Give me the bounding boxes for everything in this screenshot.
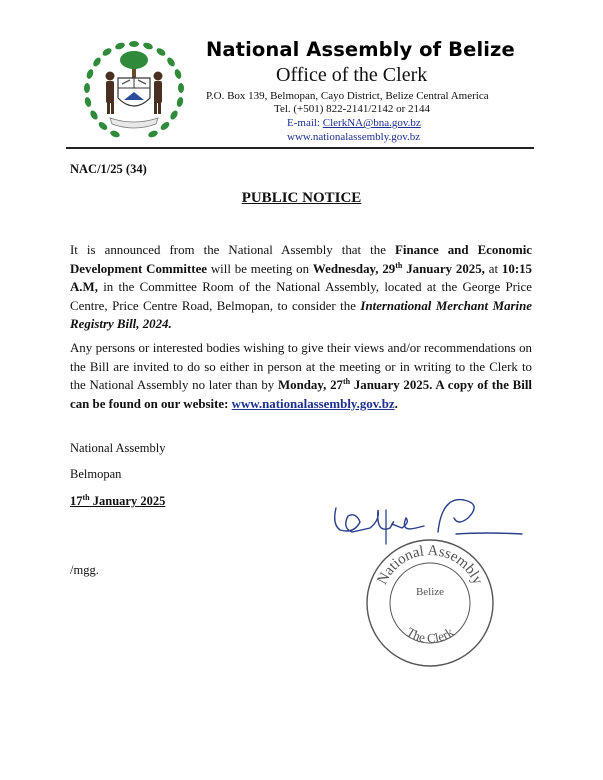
signoff-location: Belmopan (70, 467, 122, 481)
invitation-paragraph: Any persons or interested bodies wishing to give their views and/or recommendations on the Bill are invited to do so either in person at the meeting or in writing to the Clerk to the National Assembly no later than by Monday, 27th January 2025. A copy of the Bill can be found on our website: www.nationalassembly.gov.bz. (70, 341, 532, 411)
organization-name: National Assembly of Belize (206, 38, 515, 61)
bill-website-link[interactable]: www.nationalassembly.gov.bz (231, 396, 395, 411)
office-name: Office of the Clerk (276, 64, 428, 86)
email-link[interactable]: ClerkNA@bna.gov.bz (322, 117, 421, 129)
postal-address: P.O. Box 139, Belmopan, Cayo District, Belize Central America (206, 90, 489, 102)
belize-coat-of-arms-icon (80, 36, 188, 144)
notice-date: 17th January 2025 (70, 493, 166, 508)
deadline-date: Monday, 27th January 2025. (277, 377, 433, 392)
stamp-top-text: National Assembly (374, 542, 486, 588)
bill-name: International Merchant Marine Registry Bill, 2024. (70, 298, 533, 331)
typist-initials: /mgg. (70, 563, 99, 577)
telephone-numbers: Tel. (+501) 822-2141/2142 or 2144 (274, 103, 431, 115)
notice-title: PUBLIC NOTICE (241, 190, 362, 206)
announcement-paragraph: It is announced from the National Assembly that the Finance and Economic Development Committee will be meeting on Wednesday, 29th January 2025, at 10:15 A.M, in the Committee Room of the National Assembly, located at the George Price Centre, Price Centre Road, Belmopan, to consider the International Merchant Marine Registry Bill, 2024. (70, 243, 533, 331)
header-website-link[interactable]: www.nationalassembly.gov.bz (287, 131, 421, 143)
meeting-day: Wednesday, 29th January 2025, (312, 260, 485, 276)
stamp-bottom-text: The Clerk (403, 624, 457, 646)
email-label: E-mail: (287, 117, 323, 129)
meeting-time: 10:15 A.M, (70, 261, 532, 294)
official-stamp (364, 537, 496, 669)
reference-number: NAC/1/25 (34) (70, 162, 147, 176)
signoff-organization: National Assembly (70, 441, 166, 455)
committee-name: Finance and Economic Development Committee (70, 243, 532, 276)
header-divider (66, 147, 534, 149)
email-line (287, 117, 421, 129)
stamp-center-text: Belize (415, 586, 445, 598)
